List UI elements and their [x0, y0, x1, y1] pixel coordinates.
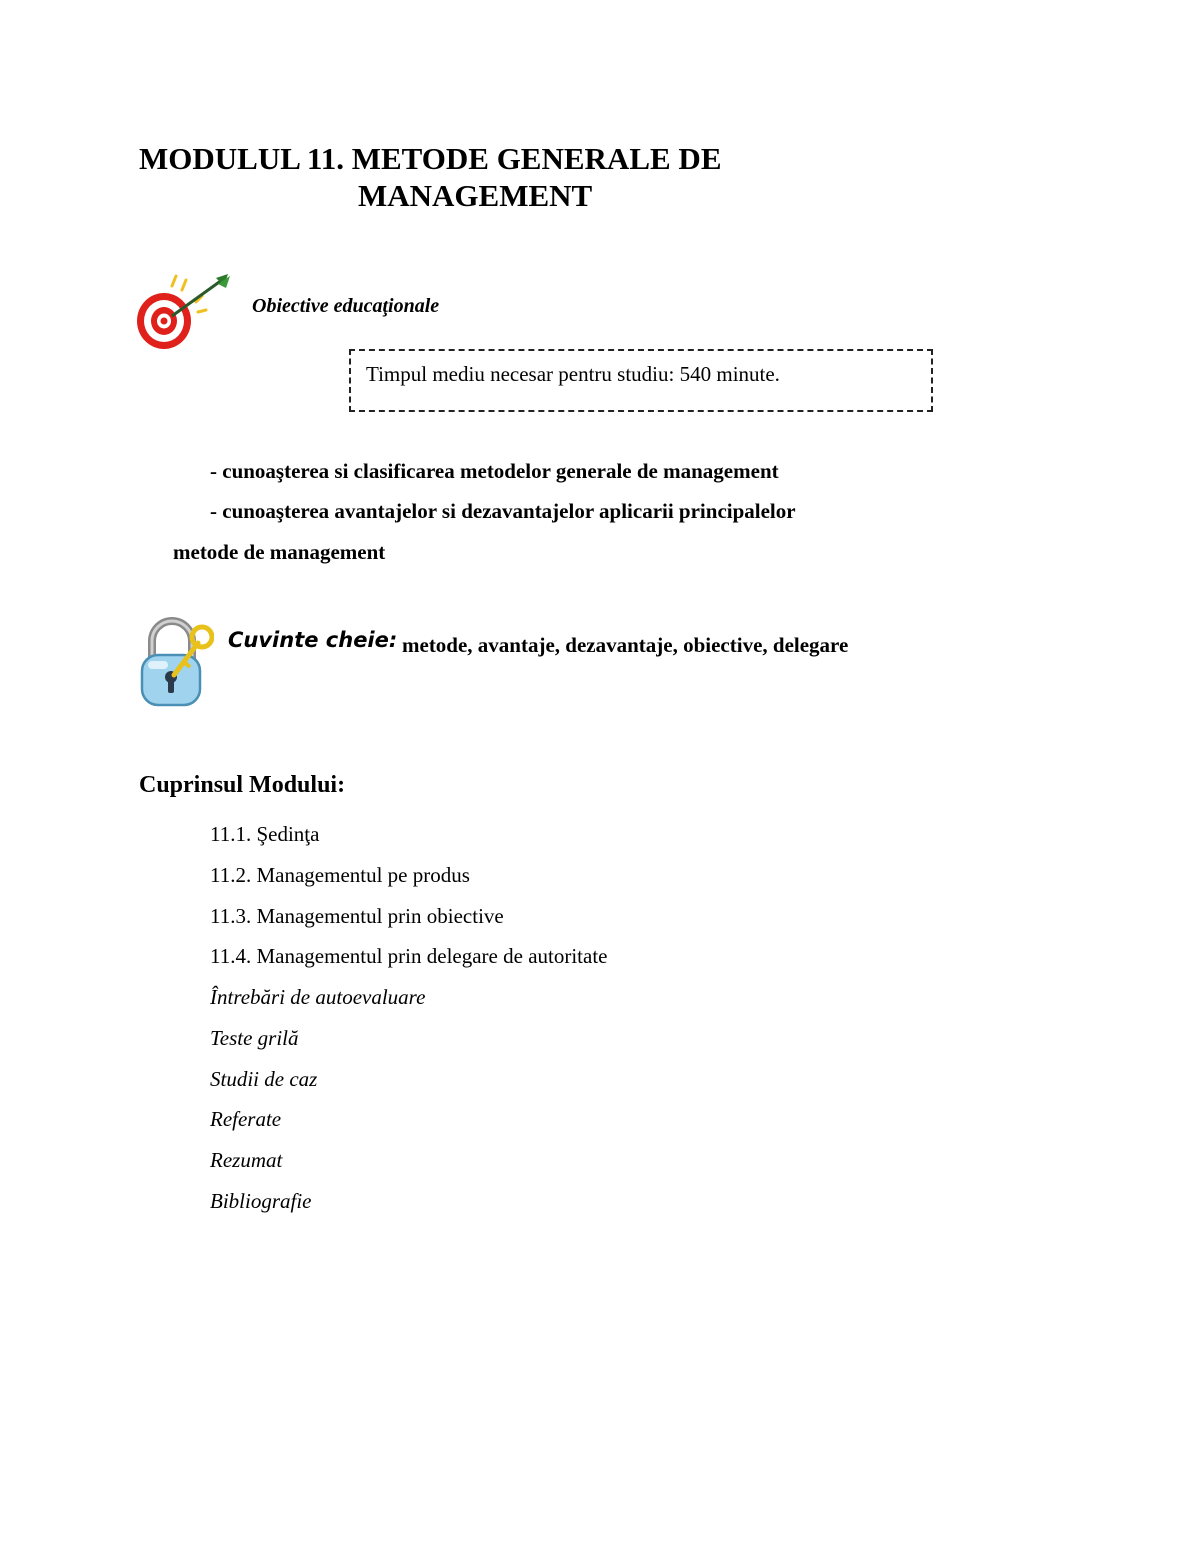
- objectives-heading: Obiective educaţionale: [252, 295, 440, 317]
- toc-item-section: 11.1. Şedinţa: [210, 822, 320, 846]
- target-arrow-icon: [136, 272, 230, 352]
- contents-heading: Cuprinsul Modului:: [139, 772, 346, 798]
- toc-item-section: 11.3. Managementul prin obiective: [210, 904, 504, 928]
- page-title-line-1: MODULUL 11. METODE GENERALE DE: [139, 141, 722, 176]
- page-title-line-2: MANAGEMENT: [358, 178, 593, 213]
- objective-item-continuation: metode de management: [173, 540, 386, 564]
- keywords-list: metode, avantaje, dezavantaje, obiective, delegare: [402, 633, 849, 657]
- toc-item-extra: Referate: [210, 1107, 282, 1131]
- keywords-label: Cuvinte cheie:: [228, 628, 398, 652]
- toc-item-extra: Teste grilă: [210, 1026, 299, 1050]
- study-time-note: Timpul mediu necesar pentru studiu: 540 minute.: [366, 362, 780, 386]
- toc-item-extra: Bibliografie: [210, 1189, 312, 1213]
- toc-item-extra: Studii de caz: [210, 1067, 318, 1091]
- toc-item-extra: Rezumat: [210, 1148, 283, 1172]
- objective-item: - cunoaşterea avantajelor si dezavantajelor aplicarii principalelor: [210, 499, 796, 523]
- toc-item-section: 11.4. Managementul prin delegare de autoritate: [210, 944, 608, 968]
- toc-item-extra: Întrebări de autoevaluare: [210, 985, 426, 1009]
- objective-item: - cunoaşterea si clasificarea metodelor generale de management: [210, 459, 779, 483]
- toc-item-section: 11.2. Managementul pe produs: [210, 863, 470, 887]
- padlock-key-icon: [138, 615, 214, 707]
